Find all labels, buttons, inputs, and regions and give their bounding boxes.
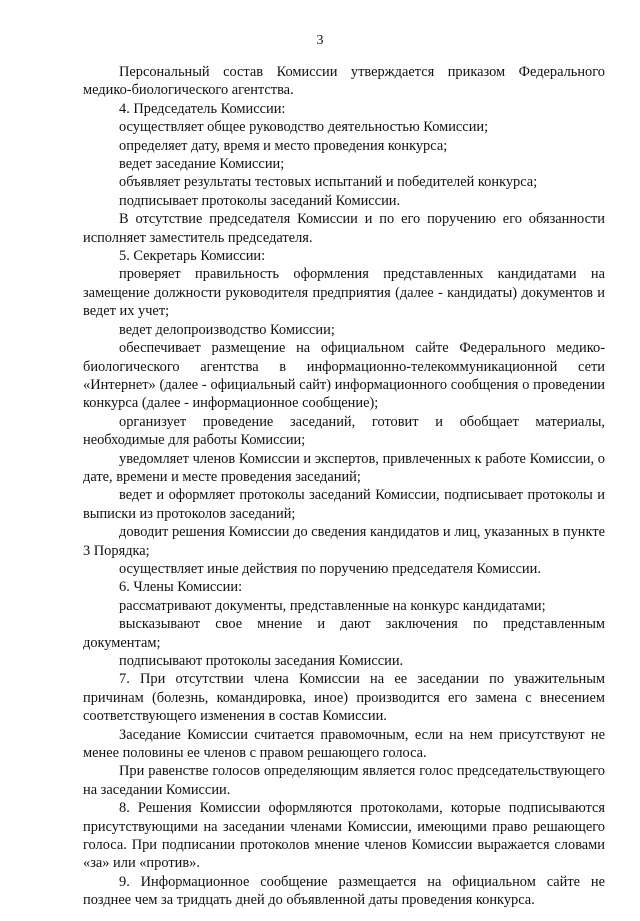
section-paragraph-7: 7. При отсутствии члена Комиссии на ее заседании по уважительным причинам (болезнь, командировка, иное) производится его замена с внесением соответствующего изменения в состав Комиссии. (83, 671, 605, 725)
section-heading-chairman: 4. Председатель Комиссии: (119, 100, 286, 117)
paragraph: осуществляет общее руководство деятельностью Комиссии; (119, 119, 489, 136)
paragraph: осуществляет иные действия по поручению председателя Комиссии. (119, 560, 541, 577)
paragraph: доводит решения Комиссии до сведения кандидатов и лиц, указанных в пункте 3 Порядка; (83, 524, 605, 559)
section-paragraph-8: 8. Решения Комиссии оформляются протоколами, которые подписываются присутствующими на заседании членами Комиссии, имеющими право решающего голоса. При подписании протоколов мнение членов Комиссии выражается словами «за» или «против». (83, 800, 605, 872)
paragraph: организует проведение заседаний, готовит и обобщает материалы, необходимые для работы Комиссии; (83, 413, 605, 449)
paragraph: объявляет результаты тестовых испытаний и победителей конкурса; (119, 174, 538, 191)
paragraph: подписывают протоколы заседания Комиссии. (119, 653, 404, 669)
page-number: 3 (316, 33, 324, 48)
paragraph: рассматривают документы, представленные на конкурс кандидатами; (119, 597, 546, 614)
paragraph: определяет дату, время и место проведения конкурса; (119, 137, 448, 154)
section-heading-members: 6. Члены Комиссии: (119, 579, 243, 596)
paragraph-commission-composition: Персональный состав Комиссии утверждается приказом Федерального медико-биологического агентства. (83, 64, 605, 99)
paragraph: Заседание Комиссии считается правомочным, если на нем присутствуют не менее половины ее членов с правом решающего голоса. (83, 726, 605, 762)
paragraph: высказывают свое мнение и дают заключения по представленным документам; (83, 616, 605, 651)
paragraph: ведет заседание Комиссии; (119, 156, 285, 173)
paragraph: уведомляет членов Комиссии и экспертов, привлеченных к работе Комиссии, о дате, времени и месте проведения заседаний; (83, 450, 605, 485)
paragraph: подписывает протоколы заседаний Комиссии. (119, 192, 401, 209)
document-body (83, 63, 605, 910)
paragraph: При равенстве голосов определяющим является голос председательствующего на заседании Комиссии. (83, 763, 605, 798)
paragraph: обеспечивает размещение на официальном сайте Федерального медико-биологического агентства в информационно-телекоммуникационной сети «Интернет» (далее - официальный сайт) информационного сообщения о проведении конкурса (далее - информационное сообщение); (83, 340, 605, 412)
paragraph: ведет делопроизводство Комиссии; (119, 321, 335, 338)
paragraph: ведет и оформляет протоколы заседаний Комиссии, подписывает протоколы и выписки из протоколов заседаний; (83, 487, 605, 522)
section-heading-secretary: 5. Секретарь Комиссии: (119, 248, 266, 265)
paragraph: В отсутствие председателя Комиссии и по его поручению его обязанности исполняет заместитель председателя. (83, 211, 605, 246)
section-paragraph-9: 9. Информационное сообщение размещается на официальном сайте не позднее чем за тридцать дней до объявленной даты проведения конкурса. (83, 873, 605, 909)
paragraph: проверяет правильность оформления представленных кандидатами на замещение должности руководителя предприятия (далее - кандидаты) документов и ведет их учет; (83, 266, 605, 320)
